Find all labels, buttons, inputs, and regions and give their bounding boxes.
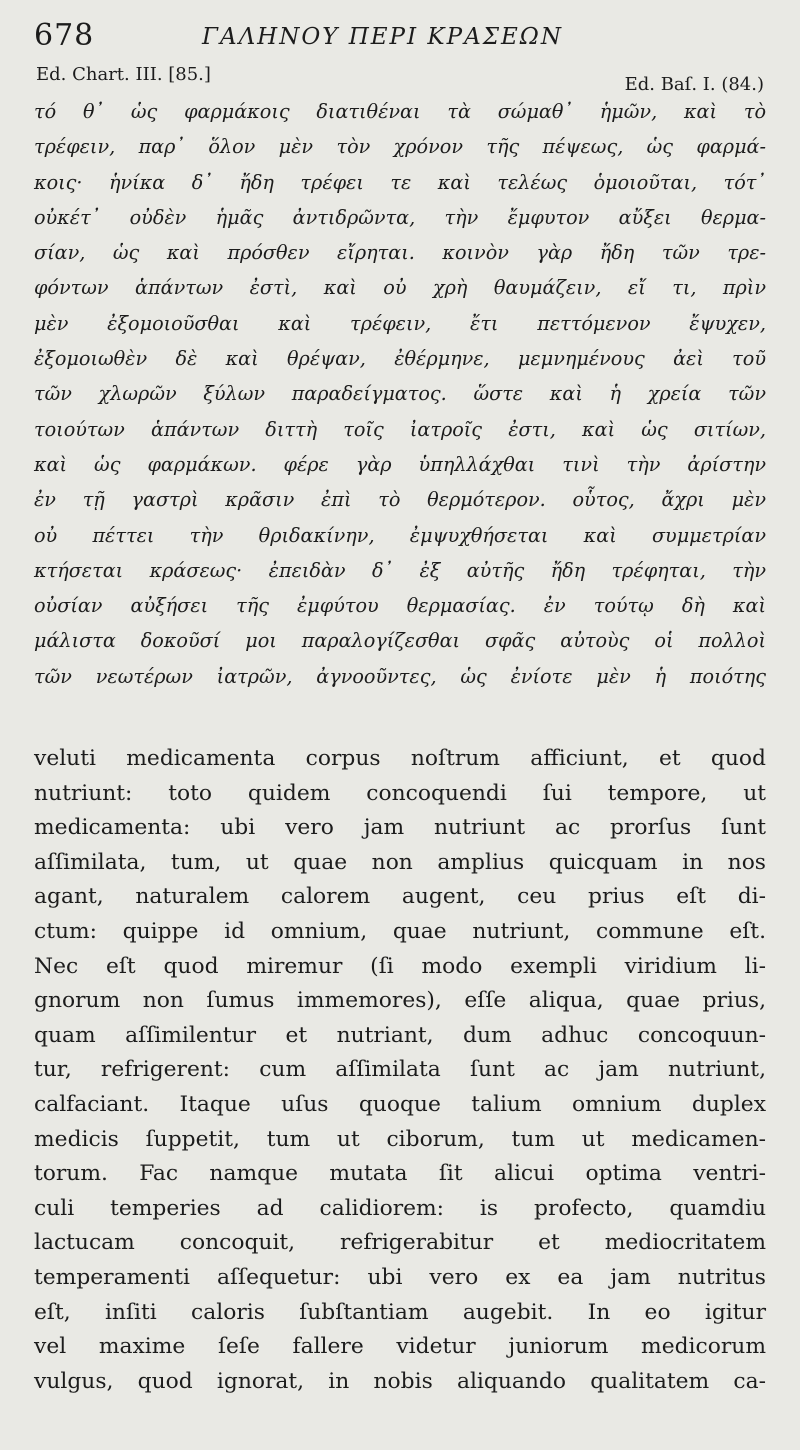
greek-text-block bbox=[34, 94, 766, 694]
greek-line: ἐν τῇ γαστρὶ κρᾶσιν ἐπὶ τὸ θερμότερον. οὗτος, ἄχρι μὲν bbox=[34, 488, 766, 512]
edition-reference-basel: Ed. Baſ. I. (84.) bbox=[624, 74, 764, 95]
greek-line: τρέφειν, παρ᾽ ὅλον μὲν τὸν χρόνον τῆς πέψεως, ὡς φαρμά- bbox=[34, 135, 766, 159]
greek-line: φόντων ἁπάντων ἐστὶ, καὶ οὐ χρὴ θαυμάζειν, εἴ τι, πρὶν bbox=[34, 276, 766, 300]
latin-line: aſſimilata, tum, ut quae non amplius quicquam in nos bbox=[34, 849, 766, 875]
greek-line: κτήσεται κράσεως· ἐπειδὰν δ᾽ ἐξ αὐτῆς ἤδη τρέφηται, τὴν bbox=[34, 558, 766, 582]
page-header bbox=[34, 14, 766, 58]
latin-text-block bbox=[34, 742, 766, 1399]
latin-line: ctum: quippe id omnium, quae nutriunt, commune eſt. bbox=[34, 918, 766, 944]
page-number: 678 bbox=[34, 18, 95, 53]
greek-line: οὐσίαν αὐξήσει τῆς ἐμφύτου θερμασίας. ἐν τούτῳ δὴ καὶ bbox=[34, 594, 766, 618]
edition-references bbox=[34, 64, 766, 95]
latin-line: tur, refrigerent: cum aſſimilata ſunt ac jam nutriunt, bbox=[34, 1057, 766, 1083]
greek-line: τῶν νεωτέρων ἰατρῶν, ἀγνοοῦντες, ὡς ἐνίοτε μὲν ἡ ποιότης bbox=[34, 664, 766, 688]
latin-line: temperamenti aſſequetur: ubi vero ex ea jam nutritus bbox=[34, 1264, 766, 1290]
greek-line: καὶ ὡς φαρμάκων. φέρε γὰρ ὑπηλλάχθαι τινὶ τὴν ἀρίστην bbox=[34, 452, 766, 476]
running-title: ΓΑΛΗΝΟΥ ΠΕΡΙ ΚΡΑΣΕΩΝ bbox=[202, 24, 563, 50]
latin-line: agant, naturalem calorem augent, ceu prius eſt di- bbox=[34, 884, 766, 910]
greek-line: τοιούτων ἁπάντων διττὴ τοῖς ἰατροῖς ἐστι, καὶ ὡς σιτίων, bbox=[34, 417, 766, 441]
greek-line: ἐξομοιωθὲν δὲ καὶ θρέψαν, ἐθέρμηνε, μεμνημένους ἀεὶ τοῦ bbox=[34, 347, 766, 371]
greek-line: τῶν χλωρῶν ξύλων παραδείγματος. ὥστε καὶ ἡ χρεία τῶν bbox=[34, 382, 766, 406]
greek-line: μὲν ἐξομοιοῦσθαι καὶ τρέφειν, ἔτι πεττόμενον ἔψυχεν, bbox=[34, 311, 766, 335]
latin-line: Nec eſt quod miremur (ſi modo exempli viridium li- bbox=[34, 953, 766, 979]
latin-line: quam aſſimilentur et nutriant, dum adhuc concoquun- bbox=[34, 1022, 766, 1048]
latin-line: lactucam concoquit, refrigerabitur et mediocritatem bbox=[34, 1230, 766, 1256]
greek-line: τό θ᾽ ὡς φαρμάκοις διατιθέναι τὰ σώμαθ᾽ ἡμῶν, καὶ τὸ bbox=[34, 100, 766, 123]
latin-line: torum. Fac namque mutata ſit alicui optima ventri- bbox=[34, 1161, 766, 1187]
latin-line: vel maxime ſeſe fallere videtur juniorum medicorum bbox=[34, 1334, 766, 1360]
latin-line: veluti medicamenta corpus noſtrum afficiunt, et quod bbox=[34, 746, 766, 771]
greek-line: μάλιστα δοκοῦσί μοι παραλογίζεσθαι σφᾶς αὐτοὺς οἱ πολλοὶ bbox=[34, 629, 766, 653]
latin-line: medicamenta: ubi vero jam nutriunt ac prorſus ſunt bbox=[34, 815, 766, 841]
latin-line: gnorum non ſumus immemores), eſſe aliqua, quae prius, bbox=[34, 988, 766, 1014]
latin-line: eſt, inſiti caloris ſubſtantiam augebit. In eo igitur bbox=[34, 1299, 766, 1325]
greek-line: οὐκέτ᾽ οὐδὲν ἡμᾶς ἀντιδρῶντα, τὴν ἔμφυτον αὔξει θερμα- bbox=[34, 205, 766, 229]
edition-reference-chartier: Ed. Chart. III. [85.] bbox=[36, 64, 211, 85]
latin-line: vulgus, quod ignorat, in nobis aliquando qualitatem ca- bbox=[34, 1368, 766, 1394]
latin-line: nutriunt: toto quidem concoquendi ſui tempore, ut bbox=[34, 780, 766, 806]
latin-line: culi temperies ad calidiorem: is profecto, quamdiu bbox=[34, 1195, 766, 1221]
latin-line: calfaciant. Itaque uſus quoque talium omnium duplex bbox=[34, 1091, 766, 1117]
greek-line: σίαν, ὡς καὶ πρόσθεν εἴρηται. κοινὸν γὰρ ἤδη τῶν τρε- bbox=[34, 241, 766, 265]
greek-line: οὐ πέττει τὴν θριδακίνην, ἐμψυχθήσεται καὶ συμμετρίαν bbox=[34, 523, 766, 547]
greek-line: κοις· ἡνίκα δ᾽ ἤδη τρέφει τε καὶ τελέως ὁμοιοῦται, τότ᾽ bbox=[34, 170, 766, 194]
latin-line: medicis ſuppetit, tum ut ciborum, tum ut medicamen- bbox=[34, 1126, 766, 1152]
